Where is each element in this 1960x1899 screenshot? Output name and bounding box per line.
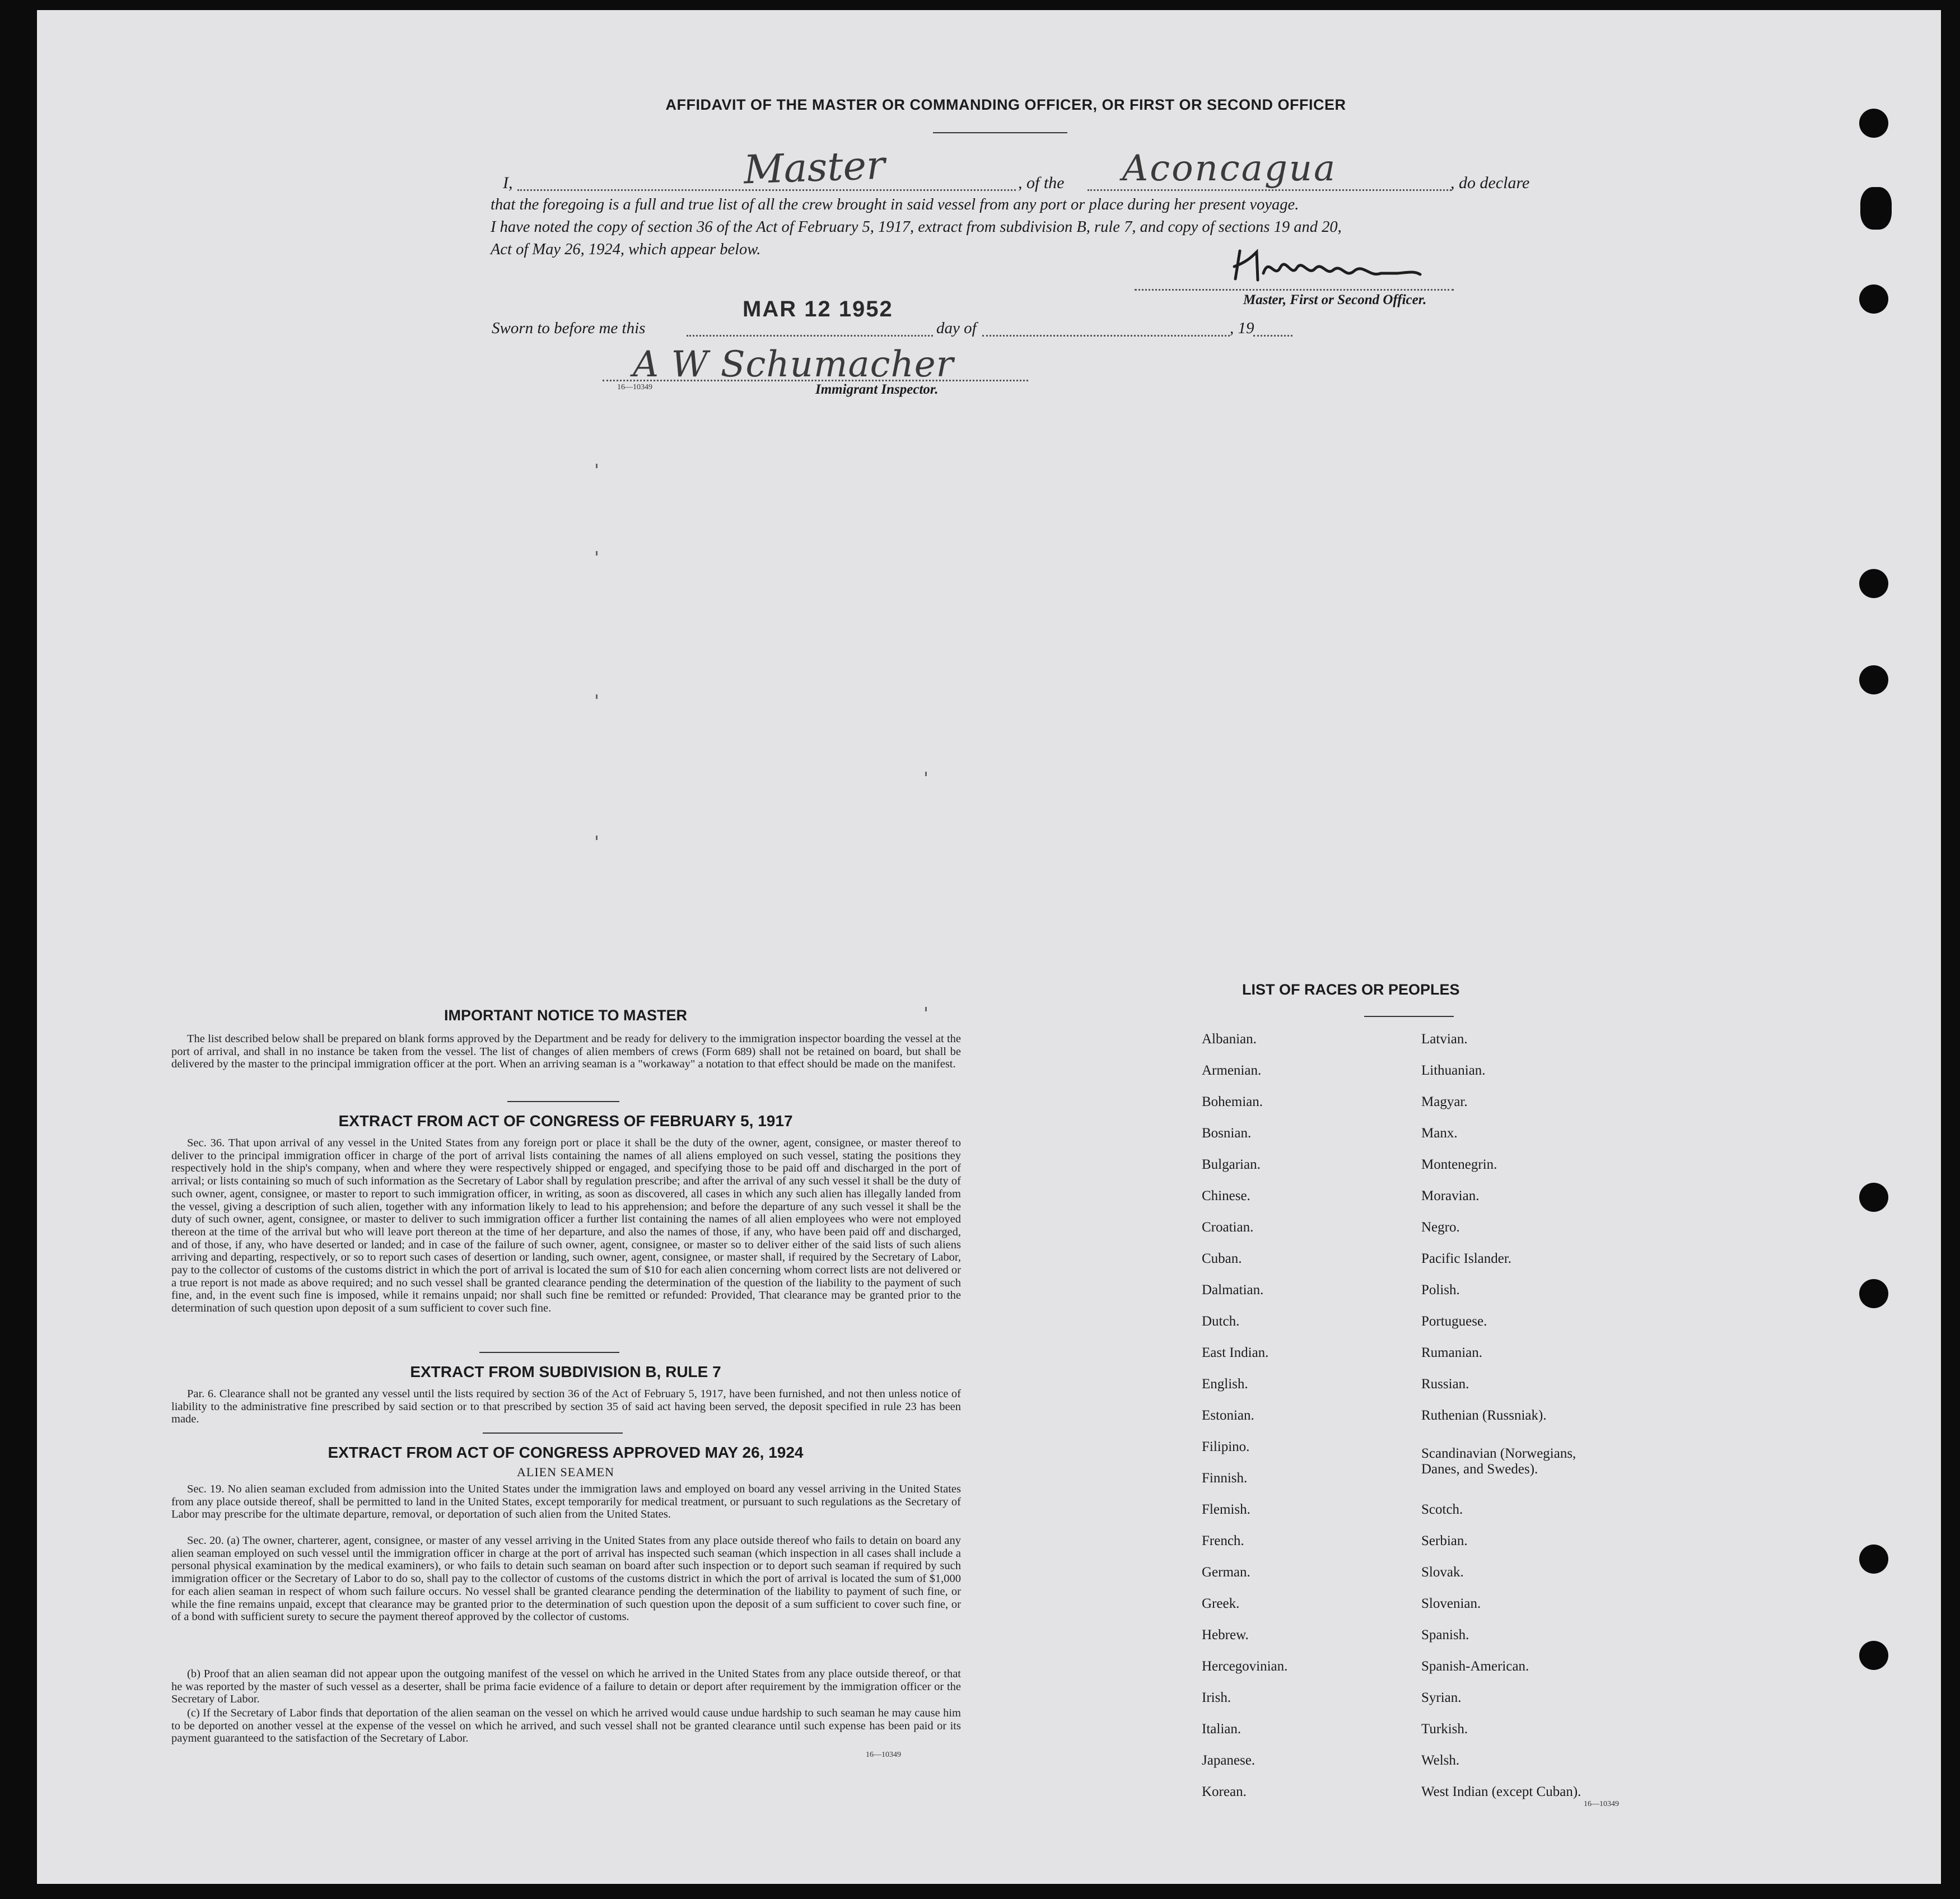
- race-item: East Indian.: [1202, 1345, 1269, 1360]
- title-rule: [933, 132, 1067, 133]
- extract-1924-sec20a: Sec. 20. (a) The owner, charterer, agent, consignee, or master of any vessel arriving in the United States from any place outside thereof who fails to detain on board any alien seaman employed on such vessel until the immigration officer in charge at the port of arrival has inspected such seaman (which inspection in all cases shall include a personal physical examination by the medical examiners), or who fails to detain such seaman on board after such inspection or to deport such seaman if required by such immigration officer or the Secretary of Labor to do so, shall pay to the collector of customs of the customs district in which the port of arrival is located the sum of $1,000 for each alien seaman in respect of whom such failure occurs. No vessel shall be granted clearance pending the determination of the liability to payment of such fine, or while the fine remains unpaid, except that clearance may be granted prior to the determination of such question upon the deposit of a sum sufficient to cover such fine, or of a bond with sufficient surety to secure the payment thereof approved by the collector of customs.: [171, 1534, 961, 1623]
- vessel-handwritten: Aconcagua: [1122, 148, 1337, 189]
- extract-1917-text: Sec. 36. That upon arrival of any vessel in the United States from any foreign port or place it shall be the duty of the owner, agent, consignee, or master thereof to deliver to the principal immigration officer in charge of the port of arrival lists containing the names of all aliens employed on such vessel, stating the positions they respectively hold in the ship's company, when and where they were respectively shipped or engaged, and specifying those to be paid off and discharged in the port of arrival; or lists containing so much of such information as the Secretary of Labor shall by regulation prescribe; and after the arrival of any such vessel it shall be the duty of such owner, agent, consignee, or master to report to such immigration officer, in writing, as soon as discovered, all cases in which any such alien has illegally landed from the vessel, giving a description of such alien, together with any information likely to lead to his apprehension; and before the departure of any such vessel it shall be the duty of such owner, agent, consignee, or master to deliver to such immigration officer a further list containing the names of all alien employees who were not employed thereon at the time of the arrival but who will leave port thereon at the time of her departure, and also the names of those, if any, who have been paid off and discharged, and of those, if any, who have deserted or landed; and in case of the failure of such owner, agent, consignee, or master so to deliver either of the said lists of such aliens arriving and departing, respectively, or so to report such cases of desertion or landing, such owner, agent, consignee, or master shall, if required by the Secretary of Labor, pay to the collector of customs of the customs district in which the port of arrival is located the sum of $10 for each alien concerning whom correct lists are not delivered or a true report is not made as above required; and no such vessel shall be granted clearance pending the determination of the question of the liability to the payment of such fine, and, in the event such fine is imposed, while it remains unpaid; nor shall such fine be remitted or refunded: Provided, That clearance may be granted prior to the determination of such question upon deposit of a sum sufficient to cover such fine.: [171, 1137, 961, 1315]
- race-item: Armenian.: [1202, 1063, 1262, 1078]
- race-item: Syrian.: [1421, 1690, 1462, 1705]
- affidavit-line1-prefix: I,: [503, 174, 513, 192]
- race-item: Montenegrin.: [1421, 1157, 1497, 1172]
- extract-1917-title: EXTRACT FROM ACT OF CONGRESS OF FEBRUARY 5, 1917: [338, 1112, 793, 1130]
- sworn-year-line: [1253, 335, 1292, 337]
- binder-hole: [1859, 1279, 1888, 1308]
- form-number: 16—10349: [617, 383, 652, 391]
- section-rule: [507, 1101, 619, 1102]
- affidavit-title: AFFIDAVIT OF THE MASTER OR COMMANDING OFFICER, OR FIRST OR SECOND OFFICER: [665, 96, 1346, 113]
- bleed-mark: [596, 464, 598, 468]
- extract-1924-sec19: Sec. 19. No alien seaman excluded from admission into the United States under the immigration laws and employed on board any vessel arriving in the United States from any place outside thereof, shall be permitted to land in the United States, except temporarily for medical treatment, or pursuant to such regulations as the Secretary of Labor may prescribe for the ultimate departure, removal, or deportation of such alien from the United States.: [171, 1483, 961, 1521]
- race-item: Moravian.: [1421, 1188, 1480, 1203]
- binder-hole: [1859, 284, 1888, 314]
- race-item: West Indian (except Cuban).: [1421, 1784, 1581, 1799]
- bleed-mark: [925, 772, 927, 776]
- extract-rule7-text: Par. 6. Clearance shall not be granted any vessel until the lists required by section 36 of the Act of February 5, 1917, have been furnished, and not then unless notice of liability to the administrative fine prescribed by said section or to that prescribed by section 35 of said act having been served, the deposit specified in rule 23 has been made.: [171, 1388, 961, 1426]
- document-page: [37, 10, 1941, 1884]
- race-item: Slovak.: [1421, 1565, 1464, 1580]
- vessel-field-line: [1088, 189, 1452, 191]
- affidavit-line2: that the foregoing is a full and true list of all the crew brought in said vessel from any port or place during her present voyage.: [491, 196, 1299, 213]
- race-item: Scandinavian (Norwegians,: [1421, 1446, 1576, 1461]
- sworn-prefix: Sworn to before me this: [492, 319, 646, 337]
- binder-hole: [1859, 665, 1888, 694]
- day-of-label: day of: [936, 319, 977, 337]
- race-item: Chinese.: [1202, 1188, 1250, 1203]
- extract-rule7-title: EXTRACT FROM SUBDIVISION B, RULE 7: [410, 1363, 721, 1380]
- race-item: Slovenian.: [1421, 1596, 1481, 1611]
- race-item: Serbian.: [1421, 1533, 1468, 1548]
- race-item: Finnish.: [1202, 1471, 1248, 1486]
- race-item: Albanian.: [1202, 1032, 1257, 1047]
- extract-1924-sec20c: (c) If the Secretary of Labor finds that deportation of the alien seaman on the vessel on which he arrived would cause undue hardship to such seaman he may cause him to be deported on another vessel at the expense of the vessel on which he arrived, and such vessel shall not be granted clearance until such expense has been paid or its payment guaranteed to the satisfaction of the Secretary of Labor.: [171, 1707, 961, 1745]
- master-handwritten: Master: [743, 142, 886, 193]
- bleed-mark: [596, 694, 598, 699]
- extract-1924-title: EXTRACT FROM ACT OF CONGRESS APPROVED MAY 26, 1924: [328, 1444, 804, 1461]
- bleed-mark: [596, 836, 598, 840]
- master-signature: [1230, 245, 1476, 290]
- inspector-signature: A W Schumacher: [633, 344, 954, 385]
- race-item: Croatian.: [1202, 1220, 1254, 1235]
- race-item: German.: [1202, 1565, 1250, 1580]
- race-item: Cuban.: [1202, 1251, 1242, 1266]
- binder-hole: [1859, 109, 1888, 138]
- section-rule: [479, 1352, 619, 1353]
- sworn-date-stamp: MAR 12 1952: [743, 297, 893, 321]
- race-item: Spanish-American.: [1421, 1659, 1529, 1674]
- race-item: Filipino.: [1202, 1439, 1250, 1454]
- race-item: Pacific Islander.: [1421, 1251, 1512, 1266]
- signature-line: [1135, 289, 1454, 291]
- section-rule: [483, 1433, 623, 1434]
- race-item: Italian.: [1202, 1721, 1242, 1737]
- binder-hole: [1859, 1183, 1888, 1212]
- races-title-rule: [1364, 1016, 1454, 1017]
- race-item: Bohemian.: [1202, 1094, 1263, 1109]
- race-item: Russian.: [1421, 1377, 1469, 1392]
- race-item: Irish.: [1202, 1690, 1231, 1705]
- race-item: French.: [1202, 1533, 1244, 1548]
- affidavit-do-declare: , do declare: [1450, 174, 1530, 192]
- binder-hole: [1859, 1641, 1888, 1670]
- race-item: Welsh.: [1421, 1753, 1460, 1768]
- races-title: LIST OF RACES OR PEOPLES: [1242, 981, 1460, 998]
- race-item: Manx.: [1421, 1126, 1458, 1141]
- sworn-month-line: [982, 335, 1230, 337]
- sworn-day-line: [687, 335, 933, 337]
- race-item: Turkish.: [1421, 1721, 1468, 1737]
- binder-hole: [1860, 187, 1892, 230]
- race-item: Lithuanian.: [1421, 1063, 1486, 1078]
- year-prefix: , 19: [1230, 319, 1254, 337]
- race-item: Bulgarian.: [1202, 1157, 1261, 1172]
- binder-hole: [1859, 1545, 1888, 1574]
- extract-form-number: 16—10349: [866, 1751, 901, 1759]
- inspector-label: Immigrant Inspector.: [815, 382, 939, 397]
- race-item: Korean.: [1202, 1784, 1247, 1799]
- race-item: Greek.: [1202, 1596, 1240, 1611]
- race-item: Rumanian.: [1421, 1345, 1483, 1360]
- race-item: Japanese.: [1202, 1753, 1256, 1768]
- affidavit-line3: I have noted the copy of section 36 of the Act of February 5, 1917, extract from subdivision B, rule 7, and copy of sections 19 and 20,: [491, 218, 1342, 236]
- races-form-number: 16—10349: [1584, 1800, 1619, 1808]
- affidavit-of-the: , of the: [1018, 174, 1065, 192]
- inspector-line: [603, 380, 1028, 381]
- bleed-mark: [596, 551, 598, 556]
- signature-label: Master, First or Second Officer.: [1243, 292, 1427, 307]
- race-item: Latvian.: [1421, 1032, 1468, 1047]
- race-item: Spanish.: [1421, 1627, 1469, 1643]
- race-item: Flemish.: [1202, 1502, 1250, 1517]
- race-item: Danes, and Swedes).: [1421, 1462, 1538, 1477]
- notice-text: The list described below shall be prepared on blank forms approved by the Department and be ready for delivery to the immigration inspector boarding the vessel at the port of arrival, and shall in no instance be taken from the vessel. The list of changes of alien members of crews (Form 689) shall not be retained on board, but shall be delivered by the master to the principal immigration officer at the port. When an arriving seaman is a "workaway" a notation to that effect should be made on the manifest.: [171, 1033, 961, 1071]
- race-item: Bosnian.: [1202, 1126, 1252, 1141]
- race-item: Dutch.: [1202, 1314, 1240, 1329]
- affidavit-line4: Act of May 26, 1924, which appear below.: [491, 241, 761, 258]
- race-item: Negro.: [1421, 1220, 1460, 1235]
- race-item: Scotch.: [1421, 1502, 1463, 1517]
- race-item: English.: [1202, 1377, 1248, 1392]
- race-item: Ruthenian (Russniak).: [1421, 1408, 1547, 1423]
- race-item: Magyar.: [1421, 1094, 1468, 1109]
- race-item: Polish.: [1421, 1282, 1460, 1298]
- binder-hole: [1859, 569, 1888, 598]
- race-item: Hebrew.: [1202, 1627, 1249, 1643]
- extract-1924-sec20b: (b) Proof that an alien seaman did not appear upon the outgoing manifest of the vessel on which he arrived in the United States from any place outside thereof, or that he was reported by the master of such vessel as a deserter, shall be prima facie evidence of a failure to detain or deport after requirement by the immigration officer or the Secretary of Labor.: [171, 1668, 961, 1706]
- notice-title: IMPORTANT NOTICE TO MASTER: [444, 1007, 687, 1024]
- race-item: Portuguese.: [1421, 1314, 1487, 1329]
- race-item: Dalmatian.: [1202, 1282, 1264, 1298]
- extract-1924-subtitle: ALIEN SEAMEN: [517, 1465, 614, 1479]
- race-item: Hercegovinian.: [1202, 1659, 1288, 1674]
- race-item: Estonian.: [1202, 1408, 1254, 1423]
